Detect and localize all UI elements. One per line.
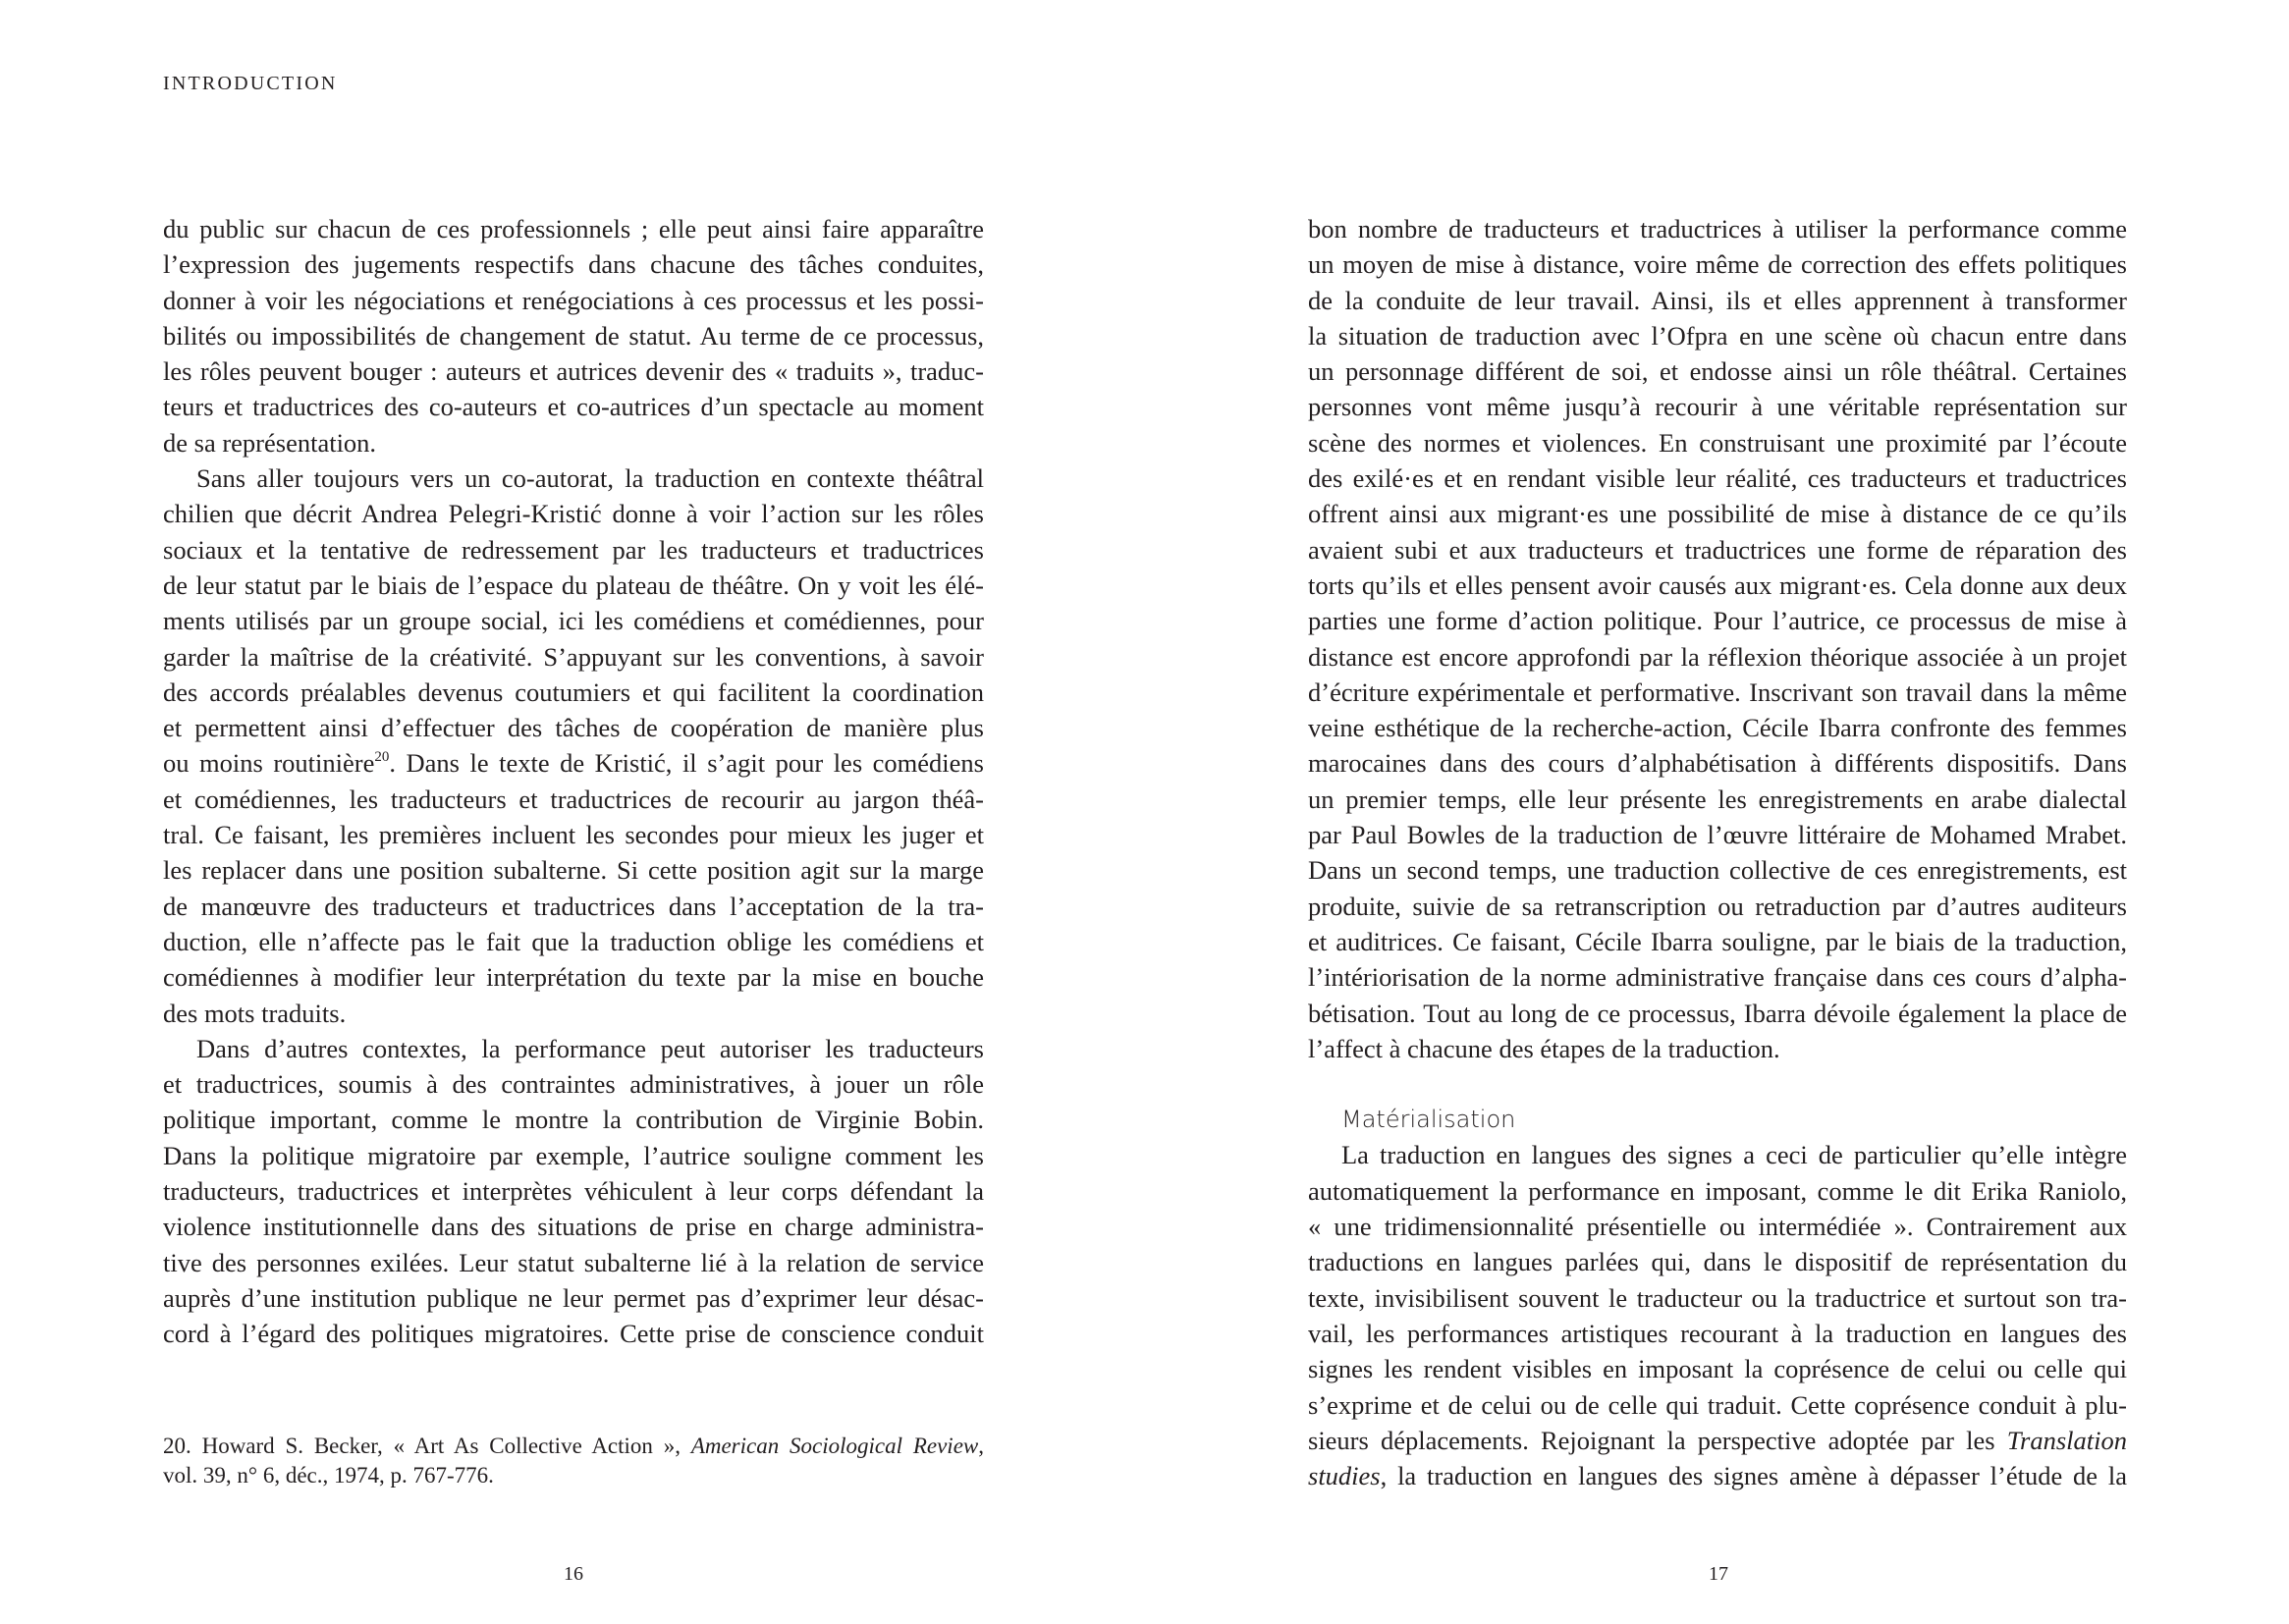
line-text: auprès d’une institution publique ne leur permet pas d’exprimer leur désac- — [163, 1282, 984, 1313]
footnote-punct: , — [978, 1434, 984, 1458]
line-text: des mots traduits. — [163, 998, 347, 1028]
text-line — [1308, 283, 2127, 318]
line-text: chilien que décrit Andrea Pelegri-Kristić donne à voir l’action sur les rôles — [163, 499, 984, 529]
line-text: cord à l’égard des politiques migratoires. Cette prise de conscience conduit — [163, 1319, 984, 1349]
italic-term: studies — [1308, 1461, 1381, 1491]
line-text: donner à voir les négociations et renégociations à ces processus et les possi- — [163, 285, 984, 315]
line-text: Dans la politique migratoire par exemple, l’autrice souligne comment les — [163, 1140, 984, 1170]
text-line — [1308, 1423, 2127, 1458]
text-line — [1308, 1173, 2127, 1209]
line-text: et traductrices, soumis à des contraintes administratives, à jouer un rôle — [163, 1069, 984, 1100]
text-line — [1308, 318, 2127, 353]
text-line — [163, 924, 984, 959]
footnote-number: 20. — [163, 1434, 191, 1458]
footnote-journal-title: American Sociological Review — [690, 1434, 979, 1458]
line-text: personnes vont même jusqu’à recourir à une véritable représentation sur — [1308, 392, 2127, 422]
line-text: bon nombre de traducteurs et traductrices à utiliser la performance comme — [1308, 214, 2127, 244]
text-line — [163, 782, 984, 817]
text-line — [1308, 639, 2127, 675]
line-text: tral. Ce faisant, les premières incluent les secondes pour mieux les juger et — [163, 820, 984, 850]
line-text: ou moins routinière — [163, 748, 375, 779]
text-line — [163, 745, 984, 781]
text-line — [163, 1102, 984, 1137]
line-text: de la conduite de leur travail. Ainsi, ils et elles apprennent à transformer — [1308, 285, 2127, 315]
text-line — [163, 568, 984, 603]
text-line — [163, 1031, 984, 1066]
line-text: un premier temps, elle leur présente les enregistrements en arabe dialectal — [1308, 784, 2127, 814]
line-text: et permettent ainsi d’effectuer des tâches de coopération de manière plus — [163, 713, 984, 743]
text-line — [163, 389, 984, 424]
italic-term: Translation — [2006, 1425, 2127, 1455]
line-text: duction, elle n’affecte pas le fait que la traduction oblige les comédiens et — [163, 926, 984, 956]
line-text: avaient subi et aux traducteurs et traductrices une forme de réparation des — [1308, 534, 2127, 565]
page-number-right: 17 — [1709, 1563, 1728, 1585]
text-line — [163, 1173, 984, 1209]
line-text: traductions en langues parlées qui, dans le dispositif de représentation du — [1308, 1247, 2127, 1277]
line-text: sociaux et la tentative de redressement par les traducteurs et traductrices — [163, 534, 984, 565]
text-line — [163, 710, 984, 745]
text-line — [1308, 389, 2127, 424]
text-line — [163, 1316, 984, 1351]
line-text: un moyen de mise à distance, voire même de correction des effets politiques — [1308, 249, 2127, 280]
text-line — [1308, 1387, 2127, 1423]
line-text: du public sur chacun de ces professionnels ; elle peut ainsi faire apparaître — [163, 214, 984, 244]
line-text: veine esthétique de la recherche-action, Cécile Ibarra confronte des femmes — [1308, 713, 2127, 743]
line-text: produite, suivie de sa retranscription ou retraduction par d’autres auditeurs — [1308, 891, 2127, 921]
right-page-body — [1308, 211, 2127, 1493]
line-text: marocaines dans des cours d’alphabétisation à différents dispositifs. Dans — [1308, 748, 2127, 779]
line-text: de leur statut par le biais de l’espace du plateau de théâtre. On y voit les élé- — [163, 569, 984, 600]
line-text: « une tridimensionnalité présentielle ou intermédiée ». Contrairement aux — [1308, 1212, 2127, 1242]
right-page-section-paragraphs — [1308, 1137, 2127, 1493]
text-line — [163, 460, 984, 496]
line-text: . Dans le texte de Kristić, il s’agit pour les comédiens — [389, 748, 984, 779]
text-line — [1308, 353, 2127, 389]
text-line — [163, 353, 984, 389]
page-number-left: 16 — [564, 1563, 583, 1585]
text-line — [1308, 959, 2127, 995]
left-page-body — [163, 211, 984, 1352]
text-line — [1308, 1351, 2127, 1386]
text-line — [163, 996, 984, 1031]
text-line — [1308, 710, 2127, 745]
text-line — [163, 246, 984, 282]
line-text: ments utilisés par un groupe social, ici les comédiens et comédiennes, pour — [163, 606, 984, 636]
text-line — [1308, 1244, 2127, 1279]
text-line — [1308, 782, 2127, 817]
footnote-line — [163, 1432, 984, 1461]
text-line — [1308, 675, 2127, 710]
line-text: signes les rendent visibles en imposant la coprésence de celui ou celle qui — [1308, 1354, 2127, 1384]
text-line — [163, 959, 984, 995]
line-text: , la traduction en langues des signes amène à dépasser l’étude de la — [1380, 1461, 2127, 1491]
text-line — [1308, 568, 2127, 603]
text-line — [1308, 1031, 2127, 1066]
text-line — [163, 889, 984, 924]
text-line — [163, 425, 984, 460]
text-line — [163, 852, 984, 888]
text-line — [1308, 532, 2127, 568]
line-text: teurs et traductrices des co-auteurs et co-autrices d’un spectacle au moment — [163, 392, 984, 422]
line-text: texte, invisibilisent souvent le traducteur ou la traductrice et surtout son tra- — [1308, 1282, 2127, 1313]
line-text: la situation de traduction avec l’Ofpra en une scène où chacun entre dans — [1308, 320, 2127, 351]
line-text: Sans aller toujours vers un co-autorat, la traduction en contexte théâtral — [196, 463, 984, 494]
line-text: les rôles peuvent bouger : auteurs et autrices devenir des « traduits », traduc- — [163, 356, 984, 387]
text-line — [1308, 889, 2127, 924]
line-text: traducteurs, traductrices et interprètes véhiculent à leur corps défendant la — [163, 1176, 984, 1207]
footnote-20 — [163, 1432, 984, 1490]
line-text: des exilé·es et en rendant visible leur réalité, ces traducteurs et traductrices — [1308, 463, 2127, 494]
line-text: Dans un second temps, une traduction collective de ces enregistrements, est — [1308, 855, 2127, 886]
text-line — [163, 211, 984, 246]
line-text: par Paul Bowles de la traduction de l’œuvre littéraire de Mohamed Mrabet. — [1308, 820, 2127, 850]
line-text: sieurs déplacements. Rejoignant la perspective adoptée par les — [1308, 1425, 2007, 1455]
text-line — [1308, 246, 2127, 282]
section-spacer — [1308, 1066, 2127, 1102]
text-line — [1308, 996, 2127, 1031]
line-text: La traduction en langues des signes a ceci de particulier qu’elle intègre — [1341, 1140, 2127, 1170]
line-text: un personnage différent de soi, et endosse ainsi un rôle théâtral. Certaines — [1308, 356, 2127, 387]
line-text: et comédiennes, les traducteurs et traductrices de recourir au jargon théâ- — [163, 784, 984, 814]
line-text: l’intériorisation de la norme administrative française dans ces cours d’alpha- — [1308, 962, 2127, 993]
line-text: l’expression des jugements respectifs dans chacune des tâches conduites, — [163, 249, 984, 280]
text-line — [163, 1138, 984, 1173]
line-text: garder la maîtrise de la créativité. S’appuyant sur les conventions, à savoir — [163, 641, 984, 672]
line-text: Dans d’autres contextes, la performance peut autoriser les traducteurs — [196, 1033, 984, 1063]
line-text: comédiennes à modifier leur interprétation du texte par la mise en bouche — [163, 962, 984, 993]
footnote-line: vol. 39, n° 6, déc., 1974, p. 767-776. — [163, 1463, 494, 1488]
text-line — [163, 1209, 984, 1244]
text-line — [163, 283, 984, 318]
text-line — [163, 817, 984, 852]
text-line — [1308, 1137, 2127, 1172]
text-line — [163, 1066, 984, 1102]
text-line — [1308, 1316, 2127, 1351]
line-text: de sa représentation. — [163, 427, 377, 458]
section-heading: Matérialisation — [1341, 1106, 1516, 1134]
text-line — [1308, 460, 2127, 496]
text-line — [1308, 817, 2127, 852]
line-text: vail, les performances artistiques recourant à la traduction en langues des — [1308, 1318, 2127, 1348]
text-line — [1308, 496, 2127, 531]
line-text: et auditrices. Ce faisant, Cécile Ibarra souligne, par le biais de la traduction, — [1308, 926, 2127, 956]
line-text: de manœuvre des traducteurs et traductrices dans l’acceptation de la tra- — [163, 891, 984, 921]
line-text: torts qu’ils et elles pensent avoir causés aux migrant·es. Cela donne aux deux — [1308, 569, 2127, 600]
text-line — [1308, 603, 2127, 638]
line-text: parties une forme d’action politique. Pour l’autrice, ce processus de mise à — [1308, 606, 2127, 636]
text-line — [163, 603, 984, 638]
line-text: violence institutionnelle dans des situations de prise en charge administra- — [163, 1212, 984, 1242]
text-line — [163, 496, 984, 531]
text-line — [163, 675, 984, 710]
text-line — [1308, 1458, 2127, 1493]
line-text: d’écriture expérimentale et performative. Inscrivant son travail dans la même — [1308, 677, 2127, 707]
text-line — [163, 318, 984, 353]
line-text: scène des normes et violences. En construisant une proximité par l’écoute — [1308, 427, 2127, 458]
footnote-text: Howard S. Becker, « Art As Collective Action », — [201, 1434, 691, 1458]
line-text: bilités ou impossibilités de changement de statut. Au terme de ce processus, — [163, 320, 984, 351]
text-line — [163, 532, 984, 568]
line-text: offrent ainsi aux migrant·es une possibilité de mise à distance de ce qu’ils — [1308, 499, 2127, 529]
line-text: tive des personnes exilées. Leur statut subalterne lié à la relation de service — [163, 1247, 984, 1277]
right-page-paragraphs — [1308, 211, 2127, 1066]
text-line — [1308, 745, 2127, 781]
text-line — [1308, 924, 2127, 959]
text-line — [163, 1245, 984, 1280]
text-line — [1308, 1280, 2127, 1316]
text-line — [1308, 211, 2127, 246]
line-text: bétisation. Tout au long de ce processus, Ibarra dévoile également la place de — [1308, 998, 2127, 1028]
text-line — [1308, 852, 2127, 888]
footnote-reference[interactable]: 20 — [374, 749, 390, 766]
line-text: les replacer dans une position subalterne. Si cette position agit sur la marge — [163, 855, 984, 886]
line-text: automatiquement la performance en imposant, comme le dit Erika Raniolo, — [1308, 1175, 2127, 1206]
text-line — [163, 1280, 984, 1316]
text-line — [1308, 425, 2127, 460]
line-text: politique important, comme le montre la contribution de Virginie Bobin. — [163, 1105, 984, 1135]
line-text: des accords préalables devenus coutumiers et qui facilitent la coordination — [163, 677, 984, 707]
text-line — [163, 639, 984, 675]
line-text: s’exprime et de celui ou de celle qui traduit. Cette coprésence conduit à plu- — [1308, 1389, 2127, 1420]
line-text: l’affect à chacune des étapes de la traduction. — [1308, 1033, 1780, 1063]
running-head: INTRODUCTION — [163, 73, 338, 94]
text-line — [1308, 1209, 2127, 1244]
line-text: distance est encore approfondi par la réflexion théorique associée à un projet — [1308, 641, 2127, 672]
